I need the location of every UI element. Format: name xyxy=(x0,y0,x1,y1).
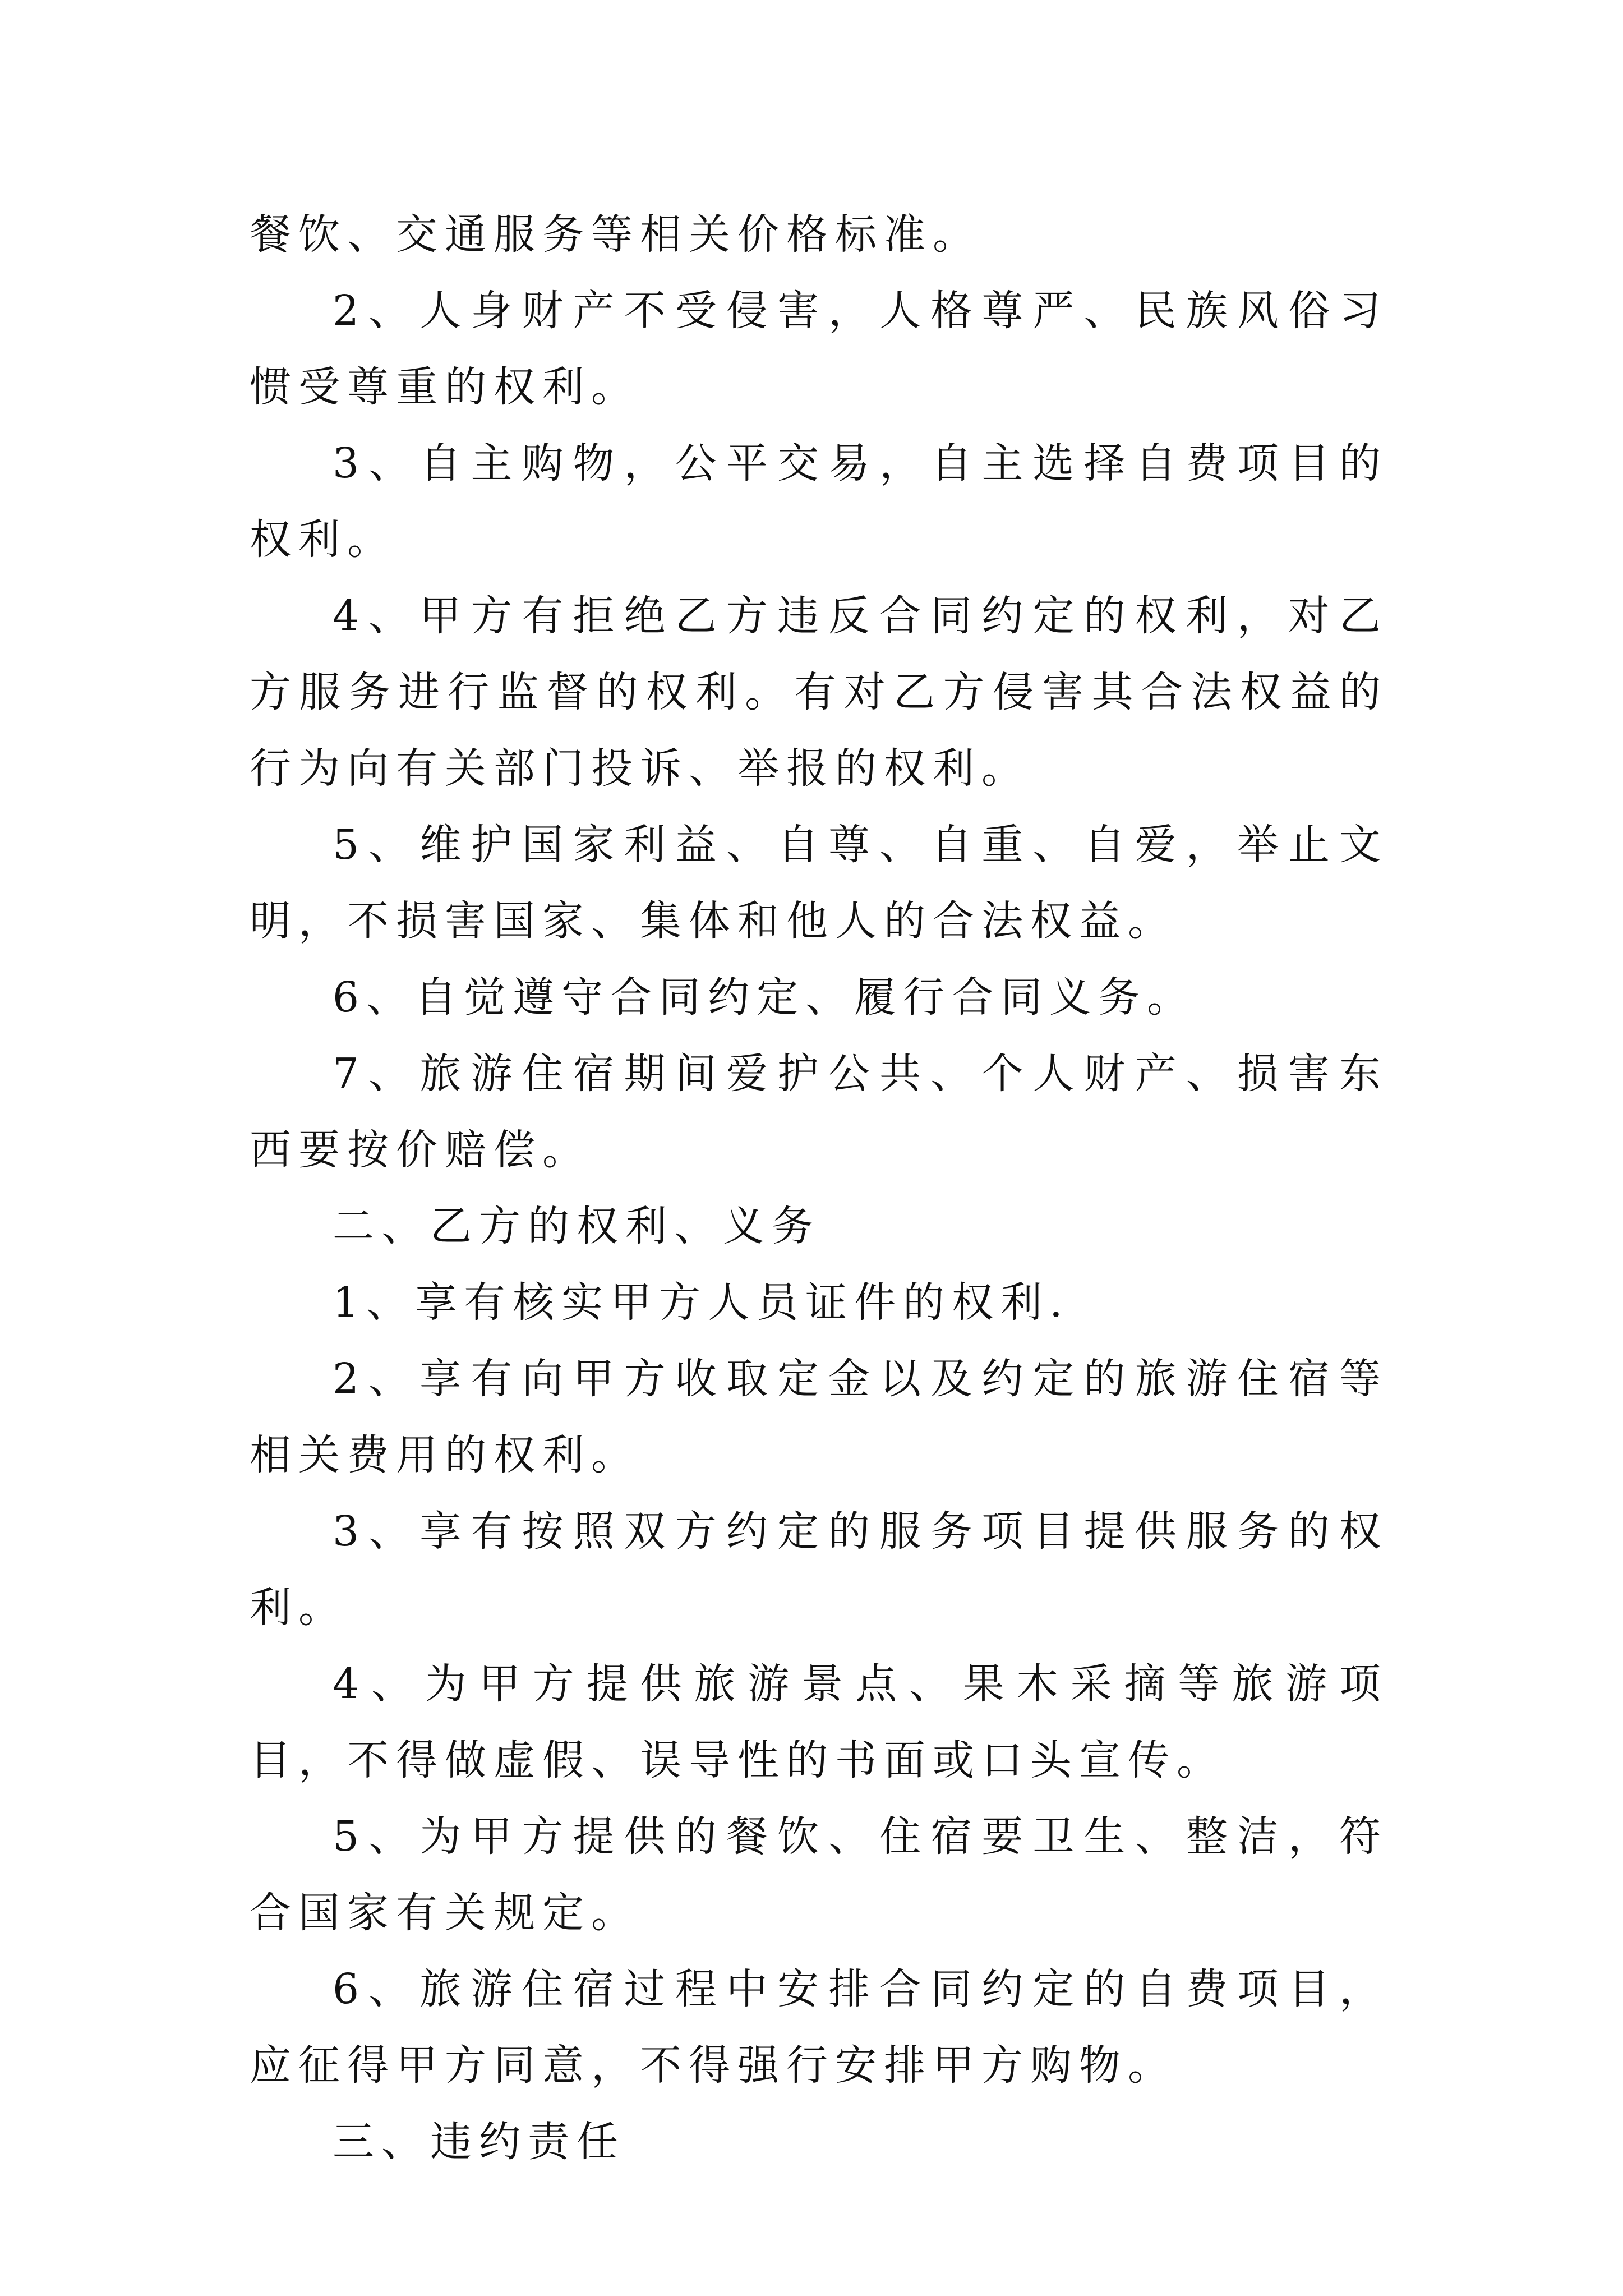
paragraph-b6: 6、旅游住宿过程中安排合同约定的自费项目，应征得甲方同意，不得强行安排甲方购物。 xyxy=(250,1965,1388,2090)
paragraph-b3: 3、享有按照双方约定的服务项目提供服务的权利。 xyxy=(250,1507,1388,1632)
paragraph-b5: 5、为甲方提供的餐饮、住宿要卫生、整洁，符合国家有关规定。 xyxy=(250,1812,1388,1937)
paragraph-a5: 5、维护国家利益、自尊、自重、自爱，举止文明，不损害国家、集体和他人的合法权益。 xyxy=(250,821,1388,945)
paragraph-a2: 2、人身财产不受侵害，人格尊严、民族风俗习惯受尊重的权利。 xyxy=(250,287,1388,411)
paragraph-b2: 2、享有向甲方收取定金以及约定的旅游住宿等相关费用的权利。 xyxy=(250,1355,1388,1479)
document-body xyxy=(250,196,1388,2180)
section-heading-3: 三、违约责任 xyxy=(333,2118,625,2166)
paragraph-a7: 7、旅游住宿期间爱护公共、个人财产、损害东西要按价赔偿。 xyxy=(250,1050,1388,1174)
paragraph-intro: 餐饮、交通服务等相关价格标准。 xyxy=(250,210,981,259)
paragraph-b4: 4、为甲方提供旅游景点、果木采摘等旅游项目，不得做虚假、误导性的书面或口头宣传。 xyxy=(250,1660,1388,1784)
paragraph-a4: 4、甲方有拒绝乙方违反合同约定的权利，对乙方服务进行监督的权利。有对乙方侵害其合法权益的行为向有关部门投诉、举报的权利。 xyxy=(250,592,1388,793)
paragraph-a6: 6、自觉遵守合同约定、履行合同义务。 xyxy=(333,973,1196,1022)
section-heading-2: 二、乙方的权利、义务 xyxy=(333,1202,820,1250)
paragraph-b1: 1、享有核实甲方人员证件的权利. xyxy=(333,1278,1070,1327)
paragraph-a3: 3、自主购物，公平交易，自主选择自费项目的权利。 xyxy=(250,439,1388,564)
